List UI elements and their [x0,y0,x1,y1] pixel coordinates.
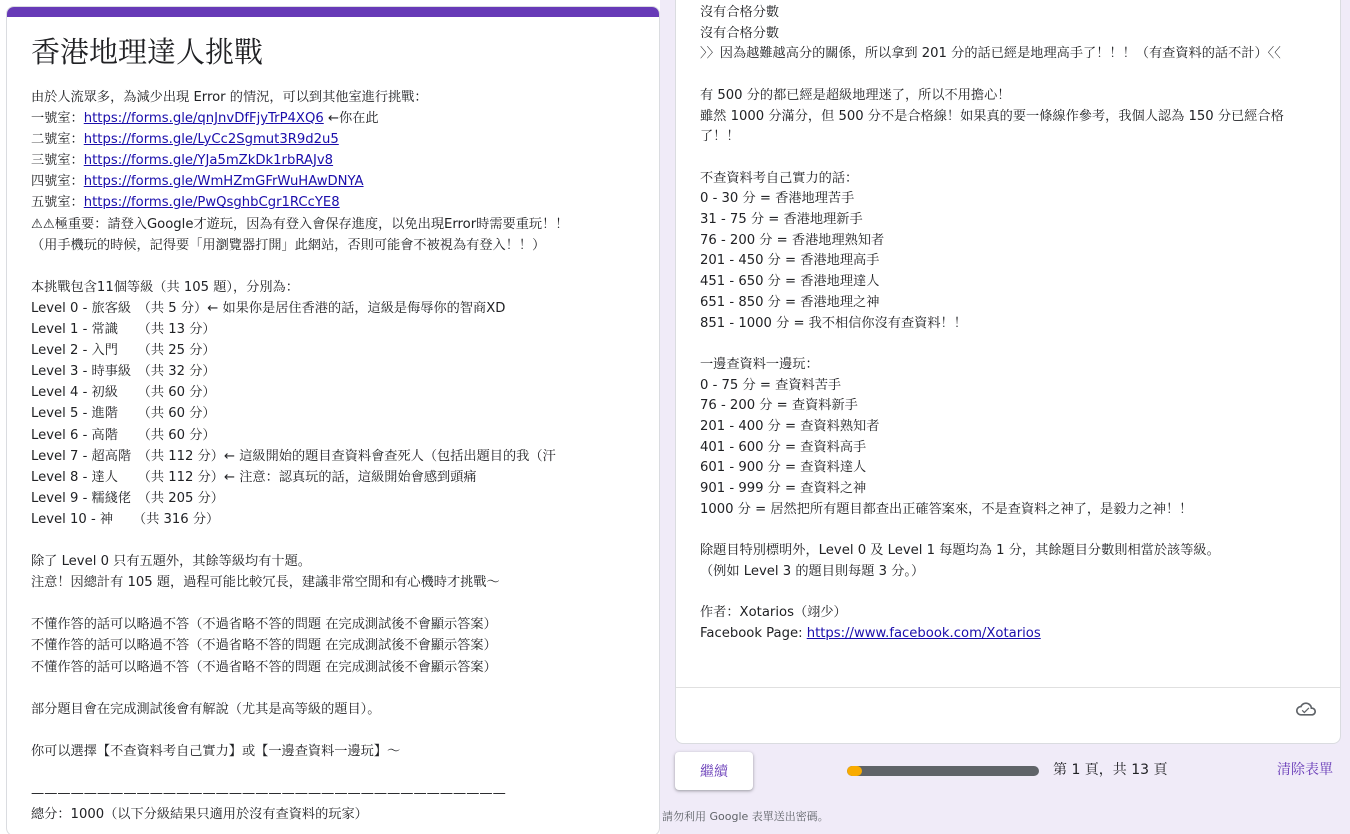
blank-line [31,762,659,783]
description-line: 本挑戰包含11個等級（共 105 題），分別為： [31,279,299,295]
description-link[interactable]: https://forms.gle/YJa5mZkDk1rbRAJv8 [83,153,334,169]
blank-line [700,583,1310,604]
description-line: 不懂作答的話可以略過不答（不過省略不答的問題 在完成測試後不會顯示答案） [31,638,497,654]
description-line: （用手機玩的時候，記得要「用瀏覽器打開」此網站，否則可能會不被視為有登入！！） [31,237,546,253]
description-line: 部分題目會在完成測試後會有解說（尤其是高等級的題目）。 [31,701,381,717]
link-suffix: ←你在此 [323,111,379,127]
continue-button[interactable]: 繼續 [675,752,753,790]
description-line: 901 - 999 分 = 查資料之神 [700,481,867,497]
description-line [31,129,659,150]
description-line: 401 - 600 分 = 查資料高手 [700,439,867,455]
form-description [31,87,659,825]
description-line: 有 500 分的都已經是超級地理迷了，所以不用擔心！ [700,87,1011,103]
description-line: 0 - 75 分 = 查資料苦手 [700,377,842,393]
form-accent-bar [7,7,659,17]
description-line: 651 - 850 分 = 香港地理之神 [700,294,880,310]
description-line [31,150,659,171]
blank-line [31,593,659,614]
left-panel [0,0,660,834]
description-line: 一邊查資料一邊玩： [700,356,819,372]
card-divider [676,687,1340,688]
description-line: 不查資料考自己實力的話： [700,170,859,186]
description-line: 76 - 200 分 = 香港地理熟知者 [700,232,885,248]
description-line: 851 - 1000 分 = 我不相信你沒有查資料！！ [700,315,967,331]
description-line [31,171,659,192]
description-line [31,192,659,213]
description-line: 31 - 75 分 = 香港地理新手 [700,212,863,227]
description-line: Level 6 - 高階 （共 60 分） [31,427,216,443]
cloud-check-icon [1296,699,1316,719]
progress-bar [847,766,1039,776]
password-warning: 請勿利用 Google 表單送出密碼。 [662,810,829,823]
description-link[interactable]: https://forms.gle/PwQsghbCgr1RCcYE8 [83,195,340,211]
description-line: 201 - 400 分 = 查資料熟知者 [700,419,880,435]
description-line: 451 - 650 分 = 香港地理達人 [700,274,880,290]
description-link[interactable]: https://www.facebook.com/Xotarios [806,626,1041,642]
description-line [700,624,1310,645]
description-line: 總分：1000（以下分級結果只適用於沒有查資料的玩家） [31,807,368,823]
blank-line [700,65,1310,86]
description-line: 你可以選擇【不查資料考自己實力】或【一邊查資料一邊玩】～ [31,743,401,759]
blank-line [700,334,1310,355]
description-line: 1000 分 = 居然把所有題目都查出正確答案來，不是查資料之神了，是毅力之神！！ [700,501,1193,517]
form-description-continued [700,3,1310,645]
description-link[interactable]: https://forms.gle/LyCc2Sgmut3R9d2u5 [83,132,339,148]
progress-fill [847,766,862,776]
link-prefix: 一號室： [31,111,84,127]
description-line: 由於人流眾多，為減少出現 Error 的情況，可以到其他室進行挑戰： [31,90,428,105]
page-indicator: 第 1 頁，共 13 頁 [1053,762,1168,778]
blank-line [31,530,659,551]
description-line: 沒有合格分數 [700,5,780,20]
form-description-card [675,0,1341,744]
description-line: 注意！因總計有 105 題，過程可能比較冗長，建議非常空閒和有心機時才挑戰～ [31,575,500,591]
description-line: 76 - 200 分 = 查資料新手 [700,398,858,414]
description-line: Level 7 - 超高階 （共 112 分）← 這級開始的題目查資料會查死人（包括出題目的我（汗 [31,448,556,464]
clear-form-link[interactable]: 清除表單 [1277,762,1333,778]
description-line: Level 0 - 旅客級 （共 5 分）← 如果你是居住香港的話，這級是侮辱你的智商XD [31,300,506,316]
link-prefix: 二號室： [31,132,84,148]
description-line: 601 - 900 分 = 查資料達人 [700,460,867,476]
description-line: 作者：Xotarios（翊少） [700,605,847,621]
description-line: 0 - 30 分 = 香港地理苦手 [700,191,855,207]
description-line: Level 2 - 入門 （共 25 分） [31,343,216,359]
description-line: 201 - 450 分 = 香港地理高手 [700,253,880,269]
form-header-card [6,6,660,834]
description-line: 不懂作答的話可以略過不答（不過省略不答的問題 在完成測試後不會顯示答案） [31,659,497,675]
description-line: 除題目特別標明外，Level 0 及 Level 1 每題均為 1 分，其餘題目分數則相當於該等級。 [700,543,1220,559]
description-line [31,108,659,129]
blank-line [31,720,659,741]
description-line: 不懂作答的話可以略過不答（不過省略不答的問題 在完成測試後不會顯示答案） [31,617,497,633]
description-line: Level 5 - 進階 （共 60 分） [31,406,216,422]
blank-line [700,521,1310,542]
description-line: 雖然 1000 分滿分，但 500 分不是合格線！如果真的要一條線作參考，我個人認為 150 分已經合格了！！ [700,108,1284,145]
description-line: Level 4 - 初級 （共 60 分） [31,385,216,401]
link-prefix: 五號室： [31,195,84,211]
description-line: Level 10 - 神 （共 316 分） [31,511,220,527]
link-prefix: 四號室： [31,174,84,190]
description-line: ———————————————————————————————————— [31,786,506,802]
description-line: 沒有合格分數 [700,25,780,41]
link-prefix: Facebook Page: [700,626,807,642]
blank-line [31,678,659,699]
description-line: Level 3 - 時事級 （共 32 分） [31,364,216,380]
description-line: 除了 Level 0 只有五題外，其餘等級均有十題。 [31,554,311,570]
blank-line [700,148,1310,169]
description-line: 〉〉因為越難越高分的關係，所以拿到 201 分的話已經是地理高手了！！！（有查資料的話不計）〈〈 [700,46,1281,62]
right-panel [660,0,1350,834]
form-navigation [675,752,1339,796]
description-link[interactable]: https://forms.gle/qnJnvDfFjyTrP4XQ6 [83,111,324,127]
description-line: （例如 Level 3 的題目則每題 3 分。） [700,563,925,579]
form-title: 香港地理達人挑戰 [31,35,264,69]
description-line: Level 8 - 達人 （共 112 分）← 注意：認真玩的話，這級開始會感到頭痛 [31,469,477,485]
description-link[interactable]: https://forms.gle/WmHZmGFrWuHAwDNYA [83,174,364,190]
description-line: ⚠⚠極重要：請登入Google才遊玩，因為有登入會保存進度，以免出現Error時需要重玩！！ [31,216,569,232]
description-line: Level 1 - 常識 （共 13 分） [31,322,216,338]
description-line: Level 9 - 糯綫佬 （共 205 分） [31,490,224,506]
link-prefix: 三號室： [31,153,84,169]
blank-line [31,256,659,277]
